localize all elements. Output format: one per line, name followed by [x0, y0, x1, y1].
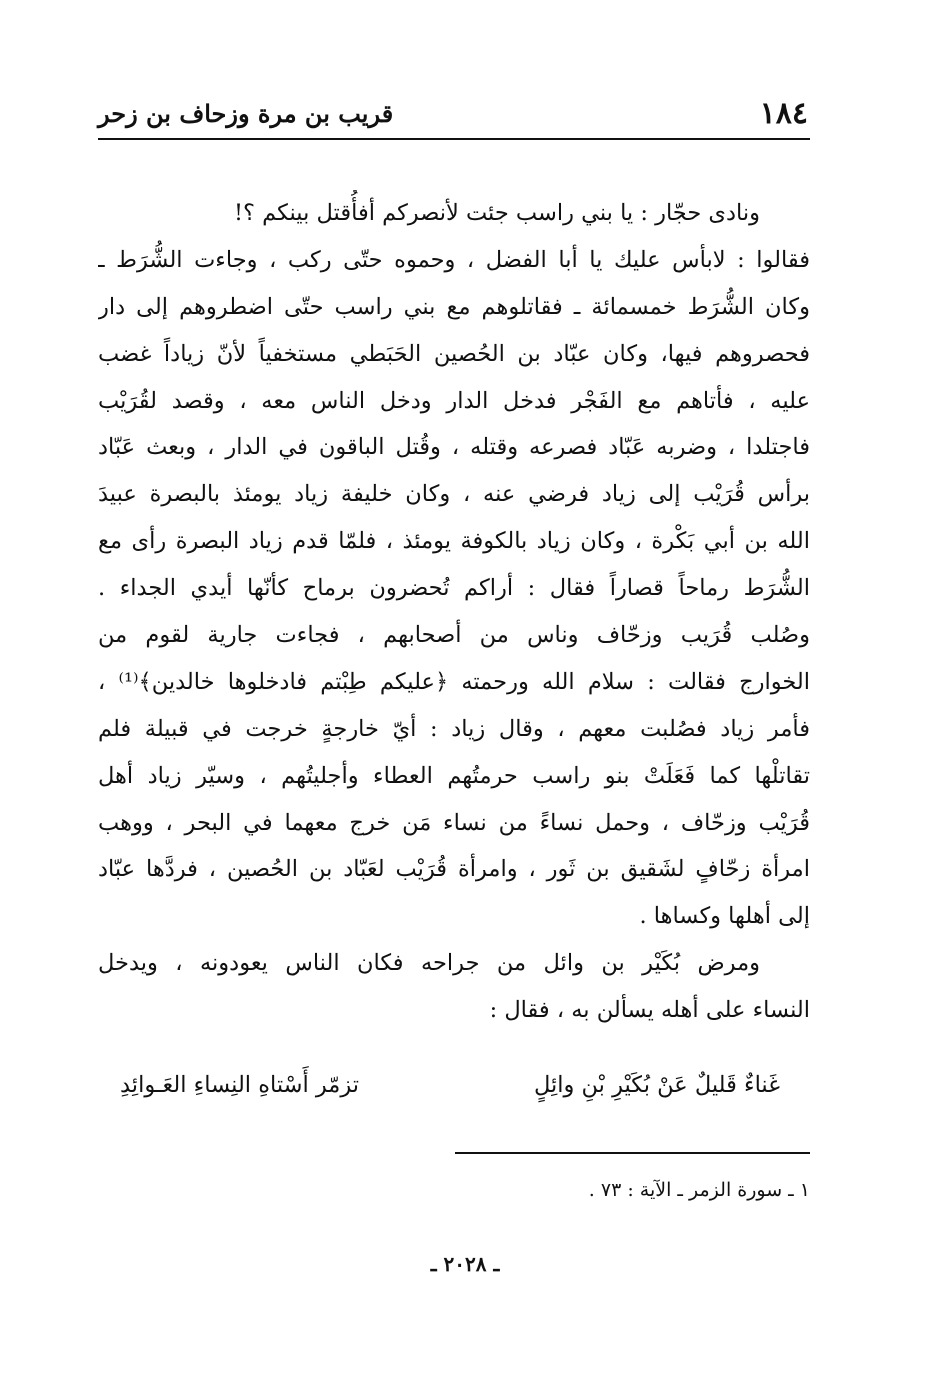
text-line: وصُلب قُرَيب وزحّاف وناس من أصحابهم ، فجاءت جارية لقوم من	[98, 622, 810, 649]
text-line: فاجتلدا ، وضربه عَبّاد فصرعه وقتله ، وقُتل الباقون في الدار ، وبعث عَبّاد	[98, 434, 810, 461]
text-line: فأمر زياد فصُلبت معهم ، وقال زياد : أيّ خارجةٍ خرجت في قبيلة فلم	[98, 715, 810, 742]
footnote-divider	[455, 1152, 810, 1154]
footer-page-number: ـ ٢٠٢٨ ـ	[430, 1252, 500, 1276]
header-page-number: ١٨٤	[759, 96, 808, 131]
text-line: قُرَيْب وزحّاف ، وحمل نساءً من نساء مَن خرج معهما في البحر ، ووهب	[98, 809, 810, 836]
text-line: ومرض بُكَيْر بن وائل من جراحه فكان الناس يعودونه ، ويدخل	[98, 950, 760, 977]
verse-second-hemistich: تزمّر أَسْتاهِ النِساءِ العَـوائِدِ	[120, 1072, 360, 1098]
text-line: الشُّرَط رماحاً قصاراً فقال : أراكم تُحضرون برماح كأنّها أيدي الجداء .	[98, 575, 810, 602]
text-line: ونادى حجّار : يا بني راسب جئت لأنصركم أفأُقتل بينكم ؟!	[233, 200, 760, 226]
text-line: الخوارج فقالت : سلام الله ورحمته ﴿عليكم طِبْتم فادخلوها خالدين﴾⁽¹⁾ ،	[98, 668, 810, 695]
text-line: فحصروهم فيها، وكان عبّاد بن الحُصين الحَبَطي مستخفياً لأنّ زياداً غضب	[98, 340, 810, 367]
verse-first-hemistich: غَناءٌ قَليلٌ عَنْ بُكَيْرِ بْنِ وائِلٍ	[533, 1072, 780, 1098]
text-line: تقاتلْها كما فَعَلَتْ بنو راسب حرمتُهم العطاء وأجليتُهم ، وسيّر زياد أهل	[98, 762, 810, 789]
main-text	[98, 190, 810, 1034]
text-line: وكان الشُّرَط خمسمائة ـ فقاتلوهم مع بني راسب حتّى اضطروهم إلى دار	[98, 293, 810, 320]
running-header	[98, 92, 808, 136]
text-line: امرأة زحّافٍ لشَقيق بن ثَور ، وامرأة قُرَيْب لعَبّاد بن الحُصين ، فردَّها عبّاد	[98, 856, 810, 883]
text-line: إلى أهلها وكساها .	[639, 903, 810, 930]
text-line: برأس قُرَيْب إلى زياد فرضي عنه ، وكان خليفة زياد يومئذ بالبصرة عبيدَ	[98, 481, 810, 508]
text-line: فقالوا : لابأس عليك يا أبا الفضل ، وحموه حتّى ركب ، وجاءت الشُّرَط ـ	[98, 246, 810, 273]
header-title: قريب بن مرة وزحاف بن زحر	[98, 99, 394, 128]
header-divider	[98, 138, 810, 140]
footnote: ١ ـ سورة الزمر ـ الآية : ٧٣ .	[588, 1179, 810, 1201]
text-line: عليه ، فأتاهم مع الفَجْر فدخل الدار ودخل الناس معه ، وقصد لقُرَيْب	[98, 387, 810, 414]
poetry-verse	[120, 1062, 780, 1108]
text-line: النساء على أهله يسألن به ، فقال :	[489, 997, 810, 1024]
text-line: الله بن أبي بَكْرة ، وكان زياد بالكوفة يومئذ ، فلمّا قدم زياد البصرة رأى مع	[98, 528, 810, 555]
